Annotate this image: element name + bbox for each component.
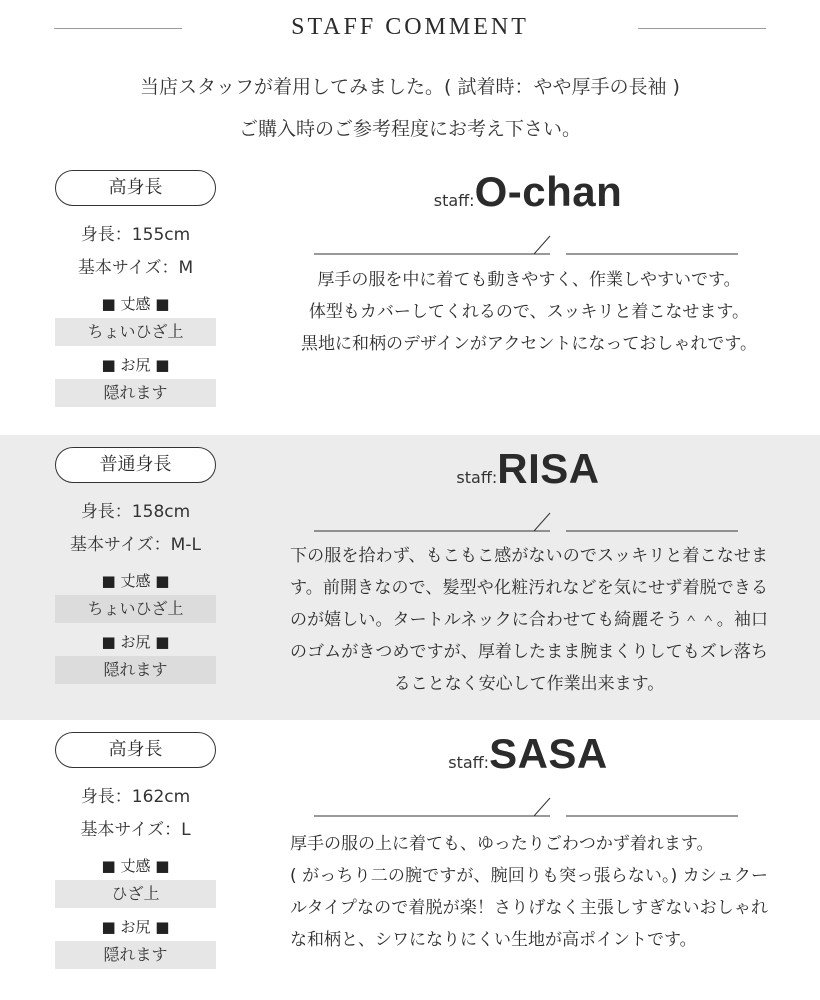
section-header	[0, 0, 820, 60]
height-category-badge: 高身長	[55, 732, 216, 768]
height-category-badge: 普通身長	[55, 447, 216, 483]
hip-value: 隠れます	[55, 379, 216, 407]
comment-line: 黒地に和柄のデザインがアクセントになっておしゃれです。	[301, 334, 757, 354]
length-label: ■ 丈感 ■	[101, 295, 170, 313]
staff-heading	[284, 730, 772, 784]
length-label: ■ 丈感 ■	[101, 572, 170, 590]
hip-label: ■ お尻 ■	[101, 356, 170, 374]
page-title: STAFF COMMENT	[291, 14, 529, 40]
length-value: ひざ上	[55, 880, 216, 908]
hip-value: 隠れます	[55, 941, 216, 969]
height-category-badge: 高身長	[55, 170, 216, 206]
staff-heading	[284, 445, 772, 499]
comment-line: 厚手の服を中に着ても動きやすく、作業しやすいです。	[317, 270, 741, 290]
comment-line: 体型もカバーしてくれるので、スッキリと着こなせます。	[308, 302, 750, 322]
slash-divider	[314, 511, 738, 537]
length-value: ちょいひざ上	[55, 318, 216, 346]
comment-paragraph: ( がっちり二の腕ですが、腕回りも突っ張らない。) カシュクールタイプなので着脱が楽！さりげなく主張しすぎないおしゃれな和柄と、シワになりにくい生地が高ポイントです。	[290, 866, 768, 950]
staff-height: 身長：158cm	[80, 502, 191, 522]
staff-size: 基本サイズ：L	[80, 820, 191, 840]
staff-prefix: staff:	[433, 191, 475, 210]
length-label: ■ 丈感 ■	[101, 857, 170, 875]
staff-comment	[290, 540, 768, 700]
staff-name: RISA	[497, 445, 600, 492]
intro-line-1: 当店スタッフが着用してみました。( 試着時：やや厚手の長袖 )	[140, 76, 680, 98]
staff-prefix: staff:	[448, 753, 490, 772]
comment-paragraph: 下の服を拾わず、もこもこ感がないのでスッキリと着こなせます。前開きなので、髪型や化粧汚れなどを気にせず着脱できるのが嬉しい。タートルネックに合わせても綺麗そう＾＾。袖口のゴムがきつめですが、厚着したまま腕まくりしてもズレ落ちることなく安心して作業出来ます。	[290, 546, 768, 694]
hip-label: ■ お尻 ■	[101, 633, 170, 651]
length-value: ちょいひざ上	[55, 595, 216, 623]
staff-heading	[284, 168, 772, 222]
staff-name: O-chan	[474, 168, 623, 215]
hip-value: 隠れます	[55, 656, 216, 684]
staff-size: 基本サイズ：M	[77, 258, 194, 278]
staff-height: 身長：155cm	[80, 225, 191, 245]
staff-size: 基本サイズ：M-L	[70, 535, 201, 555]
hip-label: ■ お尻 ■	[101, 918, 170, 936]
slash-divider	[314, 234, 738, 260]
staff-height: 身長：162cm	[80, 787, 191, 807]
staff-review-sasa	[0, 720, 820, 1000]
staff-review-risa	[0, 435, 820, 720]
staff-comment	[290, 828, 768, 956]
header-divider-right	[638, 28, 766, 29]
slash-divider	[314, 796, 738, 822]
staff-review-ochan	[0, 158, 820, 435]
intro-line-2: ご購入時のご参考程度にお考え下さい。	[238, 118, 581, 140]
staff-name: SASA	[489, 730, 608, 777]
comment-paragraph: 厚手の服の上に着ても、ゆったりごわつかず着れます。	[290, 834, 714, 854]
staff-prefix: staff:	[456, 468, 498, 487]
staff-comment	[290, 264, 768, 360]
